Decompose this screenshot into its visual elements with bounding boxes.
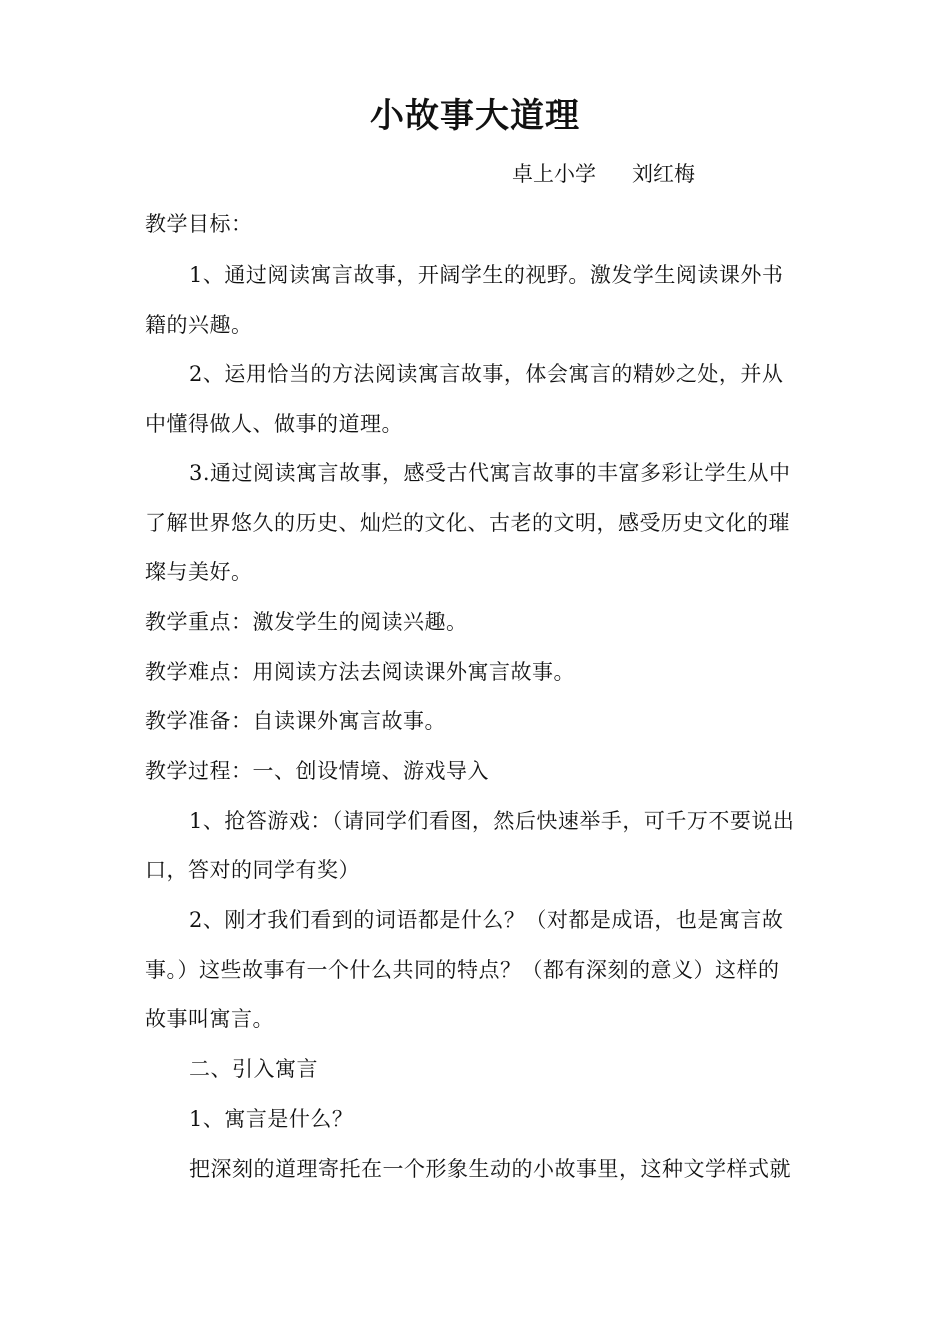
paragraph-line: 把深刻的道理寄托在一个形象生动的小故事里，这种文学样式就	[189, 1157, 791, 1181]
section-heading-process: 教学过程：一、创设情境、游戏导入	[145, 759, 489, 783]
page-title: 小故事大道理	[370, 96, 580, 136]
paragraph-line: 2、运用恰当的方法阅读寓言故事，体会寓言的精妙之处，并从	[189, 362, 784, 386]
paragraph-line: 1、通过阅读寓言故事，开阔学生的视野。激发学生阅读课外书	[189, 263, 784, 287]
section-heading-objectives: 教学目标：	[145, 212, 253, 236]
section-heading-difficulty: 教学难点：用阅读方法去阅读课外寓言故事。	[145, 660, 575, 684]
paragraph-line: 口，答对的同学有奖）	[145, 858, 360, 882]
author-school: 卓上小学	[512, 162, 596, 186]
paragraph-line: 1、抢答游戏：（请同学们看图，然后快速举手，可千万不要说出	[189, 809, 795, 833]
paragraph-line: 3.通过阅读寓言故事，感受古代寓言故事的丰富多彩让学生从中	[189, 461, 791, 485]
paragraph-line: 璨与美好。	[145, 560, 253, 584]
section-heading-preparation: 教学准备：自读课外寓言故事。	[145, 709, 446, 733]
author-name: 刘红梅	[632, 162, 695, 186]
paragraph-line: 2、刚才我们看到的词语都是什么？（对都是成语，也是寓言故	[189, 908, 784, 932]
paragraph-line: 了解世界悠久的历史、灿烂的文化、古老的文明，感受历史文化的璀	[145, 511, 790, 535]
paragraph-line: 籍的兴趣。	[145, 313, 253, 337]
paragraph-line: 事。）这些故事有一个什么共同的特点？（都有深刻的意义）这样的	[145, 958, 780, 982]
author-line	[512, 158, 695, 188]
paragraph-line: 故事叫寓言。	[145, 1007, 274, 1031]
section-subheading: 二、引入寓言	[189, 1057, 318, 1081]
section-heading-focus: 教学重点：激发学生的阅读兴趣。	[145, 610, 468, 634]
paragraph-line: 1、寓言是什么？	[189, 1107, 354, 1131]
paragraph-line: 中懂得做人、做事的道理。	[145, 412, 403, 436]
